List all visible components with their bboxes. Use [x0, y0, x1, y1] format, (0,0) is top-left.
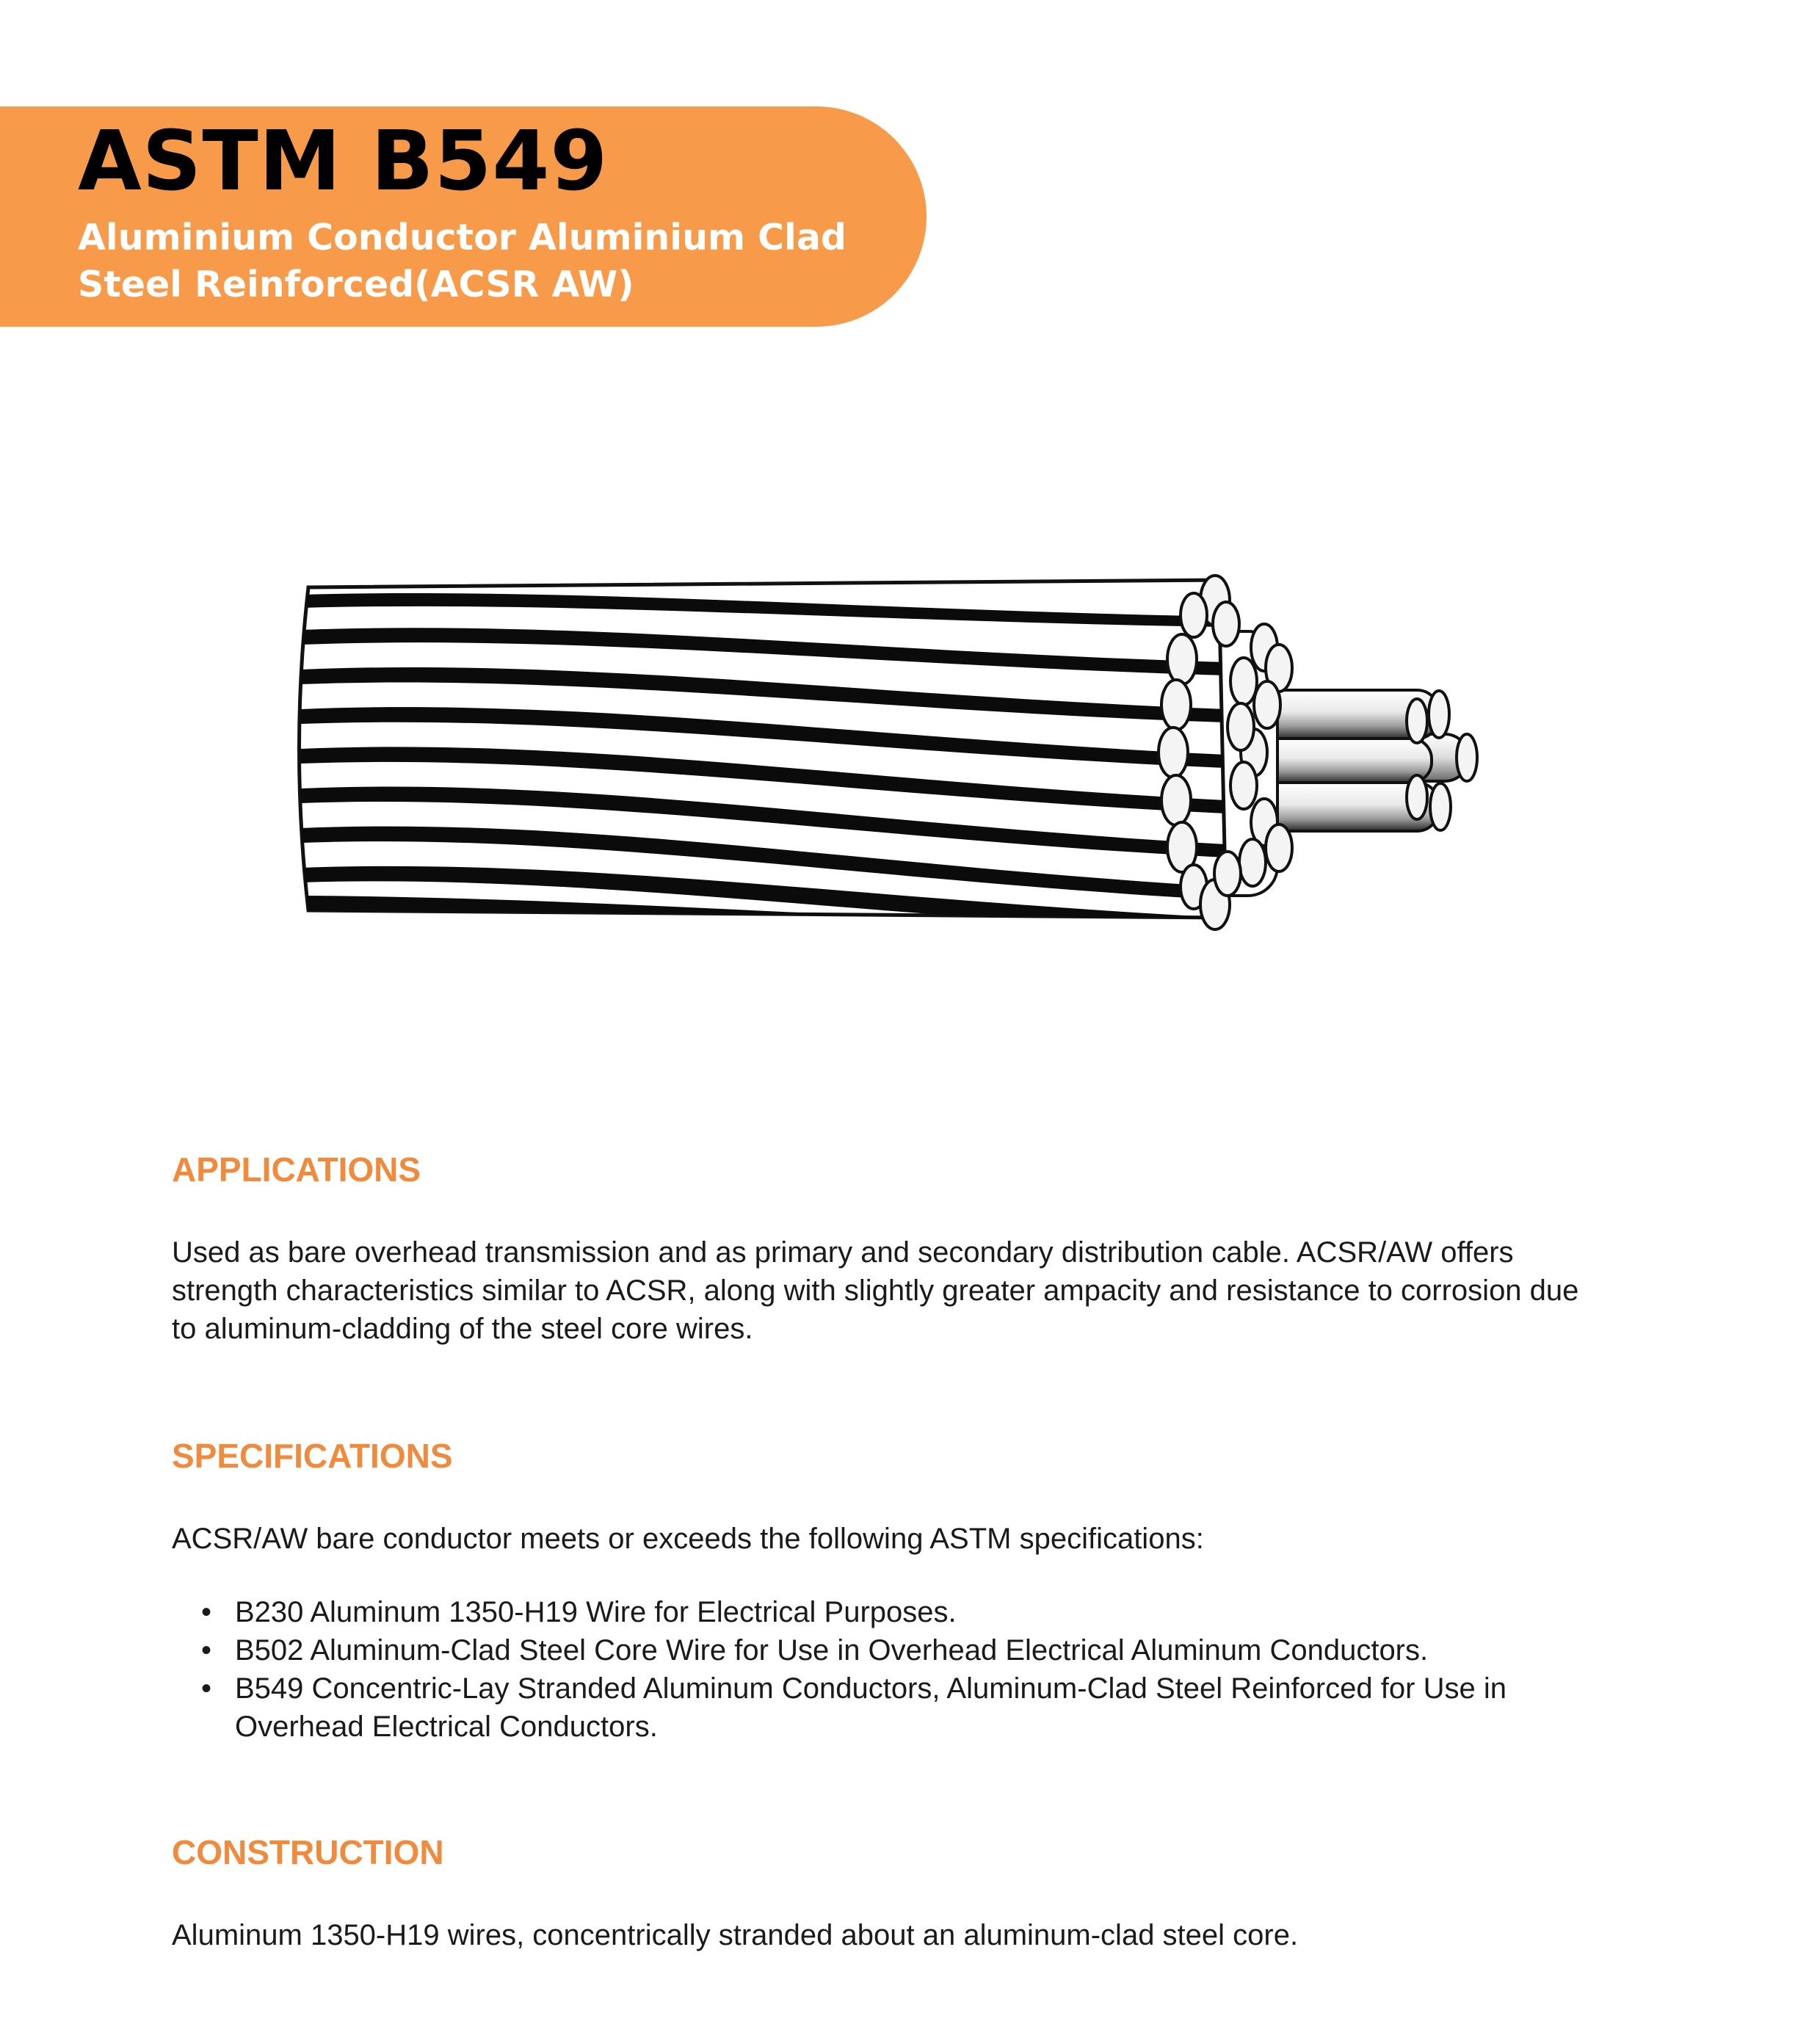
applications-text-line-1: Used as bare overhead transmission and as primary and secondary distribution cable. ACSR/AW offers — [172, 1236, 1514, 1269]
bullet-icon: • — [201, 1672, 212, 1705]
construction-heading: CONSTRUCTION — [172, 1833, 444, 1871]
list-item-text: B502 Aluminum-Clad Steel Core Wire for Use in Overhead Electrical Aluminum Conductors. — [235, 1634, 1429, 1667]
list-item — [172, 1593, 1684, 1631]
construction-text: Aluminum 1350-H19 wires, concentrically stranded about an aluminum-clad steel core. — [172, 1919, 1299, 1951]
specifications-heading: SPECIFICATIONS — [172, 1437, 453, 1475]
list-item — [172, 1669, 1684, 1746]
stranded-cable-illustration — [272, 565, 1534, 932]
page-subtitle-line-1: Aluminium Conductor Aluminium Clad — [78, 217, 846, 258]
applications-heading: APPLICATIONS — [172, 1150, 421, 1189]
list-item-text-continued: Overhead Electrical Conductors. — [235, 1711, 658, 1743]
applications-text — [172, 1233, 1684, 1348]
applications-text-line-3: to aluminum-cladding of the steel core wires. — [172, 1313, 753, 1345]
page-subtitle — [78, 214, 885, 308]
outer-strand-layer — [300, 576, 1241, 932]
page-title: ASTM B549 — [78, 114, 609, 209]
bullet-icon: • — [201, 1634, 212, 1667]
page-subtitle-line-2: Steel Reinforced(ACSR AW) — [78, 264, 634, 305]
bullet-icon: • — [201, 1596, 212, 1628]
list-item-text: B549 Concentric-Lay Stranded Aluminum Conductors, Aluminum-Clad Steel Reinforced for Use in — [235, 1672, 1507, 1705]
list-item — [172, 1631, 1684, 1669]
list-item-text: B230 Aluminum 1350-H19 Wire for Electrical Purposes. — [235, 1596, 957, 1628]
specifications-intro: ACSR/AW bare conductor meets or exceeds the following ASTM specifications: — [172, 1523, 1204, 1555]
specifications-list — [172, 1593, 1684, 1746]
applications-text-line-2: strength characteristics similar to ACSR, along with slightly greater ampacity and resistance to corrosion due — [172, 1274, 1579, 1307]
